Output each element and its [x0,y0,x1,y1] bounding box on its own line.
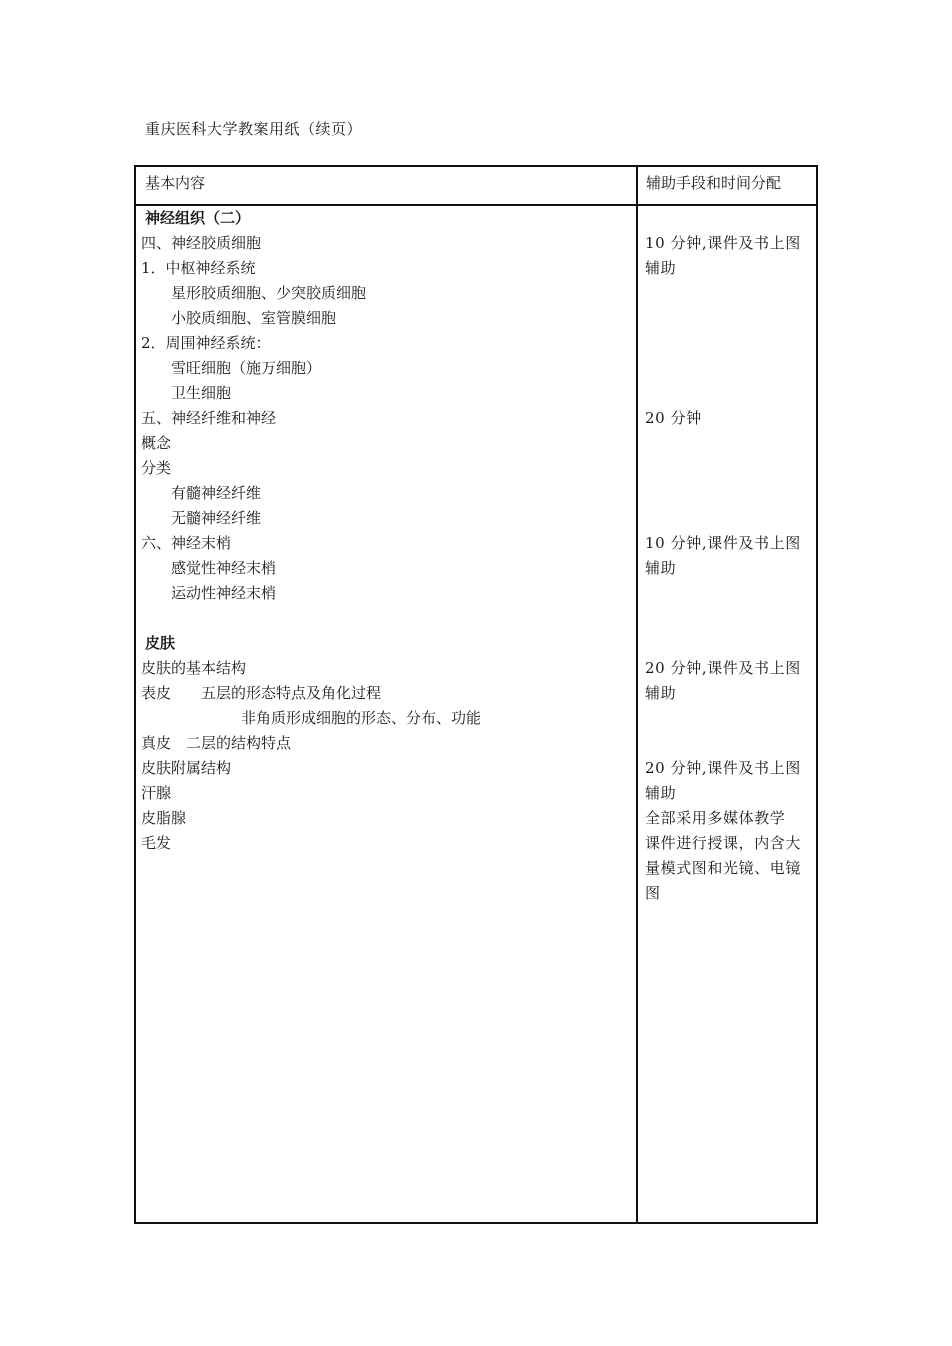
time-note-line: 辅助 [645,684,677,702]
time-note-appendages [645,756,811,906]
content-line: 运动性神经末梢 [171,584,277,602]
content-line: 六、神经末梢 [141,534,232,552]
time-note-glia [645,231,811,281]
time-note-line: 20 分钟,课件及书上图 [645,659,801,677]
time-note-line: 辅助 [645,784,677,802]
content-line: 星形胶质细胞、少突胶质细胞 [171,284,367,302]
time-note-line: 辅助 [645,259,677,277]
page-header-title: 重庆医科大学教案用纸（续页） [145,120,363,138]
column-divider [636,167,638,1222]
content-line: 汗腺 [141,784,172,802]
content-line: 无髓神经纤维 [171,509,262,527]
lesson-plan-table [134,165,818,1224]
time-note-skin-structure [645,656,811,706]
content-line: 毛发 [141,834,172,852]
content-line: 皮脂腺 [141,809,187,827]
section-title-skin: 皮肤 [145,634,176,652]
content-line: 表皮 五层的形态特点及角化过程 [141,684,382,702]
content-line: 皮肤的基本结构 [141,659,247,677]
section-title-nervous-tissue: 神经组织（二） [145,209,251,227]
time-note-line: 图 [645,884,661,902]
content-line: 1．中枢神经系统 [141,259,256,277]
content-line: 五、神经纤维和神经 [141,409,277,427]
main-content-header: 基本内容 [145,174,206,192]
time-note-line: 10 分钟,课件及书上图 [645,234,801,252]
content-line: 有髓神经纤维 [171,484,262,502]
time-note-line: 10 分钟,课件及书上图 [645,534,801,552]
content-line: 真皮 二层的结构特点 [141,734,292,752]
aids-time-header: 辅助手段和时间分配 [646,174,782,192]
time-note-endings [645,531,811,581]
time-note-line: 量模式图和光镜、电镜 [645,859,802,877]
content-line: 2．周围神经系统： [141,334,271,352]
content-line: 小胶质细胞、室管膜细胞 [171,309,337,327]
time-note-fibers [645,406,811,431]
content-line: 雪旺细胞（施万细胞） [171,359,322,377]
time-note-line: 全部采用多媒体教学 [645,809,786,827]
content-line: 分类 [141,459,172,477]
time-note-line: 辅助 [645,559,677,577]
time-note-line: 20 分钟 [645,409,702,427]
time-note-line: 20 分钟,课件及书上图 [645,759,801,777]
content-line: 感觉性神经末梢 [171,559,277,577]
content-line: 概念 [141,434,172,452]
content-line: 四、神经胶质细胞 [141,234,262,252]
content-line: 非角质形成细胞的形态、分布、功能 [241,709,482,727]
spacer [141,606,631,631]
time-note-line: 课件进行授课，内含大 [645,834,802,852]
content-line: 卫生细胞 [171,384,232,402]
main-content-column [141,206,631,856]
content-line: 皮肤附属结构 [141,759,232,777]
